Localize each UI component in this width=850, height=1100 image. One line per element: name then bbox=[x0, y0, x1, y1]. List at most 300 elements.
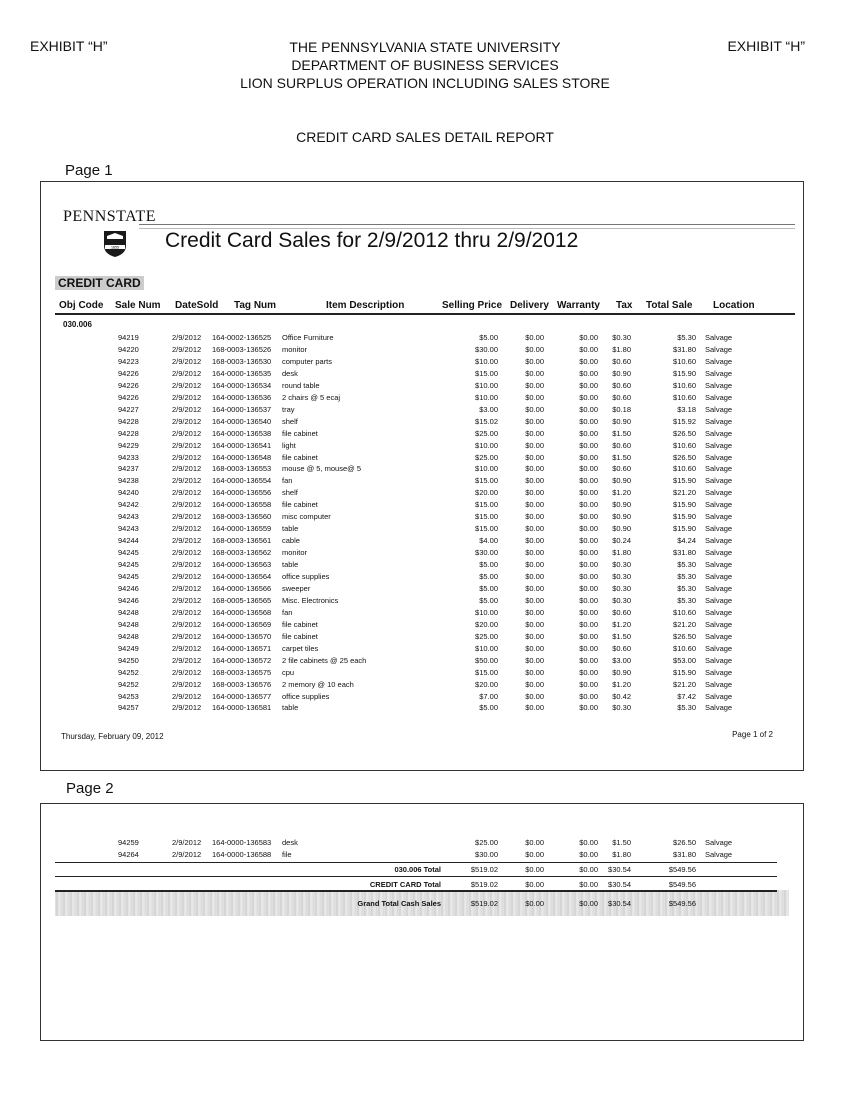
cell-tax: $0.30 bbox=[612, 333, 631, 342]
cell-tax: $1.50 bbox=[612, 631, 631, 641]
cell-tag-num: 168-0003-136561 bbox=[212, 536, 272, 546]
cell-item-description: table bbox=[282, 524, 299, 534]
cell-selling-price: $5.00 bbox=[479, 583, 498, 593]
cell-date-sold: 2/9/2012 bbox=[172, 536, 202, 546]
table-row bbox=[41, 632, 803, 644]
cell-tax: $0.60 bbox=[612, 607, 631, 617]
table-row bbox=[41, 405, 803, 417]
total-selling-price: $519.02 bbox=[470, 899, 498, 908]
university-name: THE PENNSYLVANIA STATE UNIVERSITY bbox=[289, 39, 561, 55]
col-date-sold: DateSold bbox=[175, 300, 219, 311]
cell-delivery: $0.00 bbox=[525, 572, 544, 581]
obj-code-total-row bbox=[41, 865, 803, 877]
cell-warranty: $0.00 bbox=[579, 850, 598, 859]
table-row bbox=[41, 644, 803, 656]
cell-item-description: table bbox=[282, 703, 299, 713]
cell-tax: $1.50 bbox=[612, 428, 631, 438]
cell-item-description: Office Furniture bbox=[282, 333, 334, 342]
cell-sale-num: 94243 bbox=[118, 524, 139, 534]
cell-item-description: file cabinet bbox=[282, 500, 318, 510]
subtotal-rule bbox=[55, 862, 777, 863]
cell-date-sold: 2/9/2012 bbox=[172, 333, 202, 342]
cell-total-sale: $5.30 bbox=[677, 595, 696, 605]
cell-total-sale: $10.60 bbox=[673, 392, 696, 402]
cell-total-sale: $7.42 bbox=[677, 691, 696, 701]
cell-item-description: cable bbox=[282, 536, 300, 546]
cell-date-sold: 2/9/2012 bbox=[172, 416, 202, 426]
cell-sale-num: 94220 bbox=[118, 344, 139, 354]
cell-location: Salvage bbox=[705, 452, 733, 462]
cell-selling-price: $20.00 bbox=[475, 679, 498, 689]
cell-tax: $0.42 bbox=[612, 691, 631, 701]
cell-warranty: $0.00 bbox=[579, 440, 598, 450]
cell-item-description: computer parts bbox=[282, 356, 333, 366]
page2-label: Page 2 bbox=[66, 780, 114, 797]
cell-warranty: $0.00 bbox=[579, 512, 598, 522]
cell-tag-num: 168-0003-136576 bbox=[212, 679, 272, 689]
cell-date-sold: 2/9/2012 bbox=[172, 619, 202, 629]
table-row bbox=[41, 536, 803, 548]
table-row bbox=[41, 345, 803, 357]
cell-date-sold: 2/9/2012 bbox=[172, 595, 202, 605]
cell-item-description: cpu bbox=[282, 667, 295, 677]
cell-tag-num: 168-0003-136560 bbox=[212, 512, 272, 522]
cell-tax: $0.24 bbox=[612, 536, 631, 546]
table-row bbox=[41, 692, 803, 704]
cell-warranty: $0.00 bbox=[579, 572, 598, 581]
total-sale-sum: $549.56 bbox=[668, 899, 696, 908]
cell-delivery: $0.00 bbox=[525, 691, 544, 701]
cell-delivery: $0.00 bbox=[525, 548, 544, 558]
cell-selling-price: $5.00 bbox=[479, 595, 498, 605]
cell-sale-num: 94243 bbox=[118, 512, 139, 522]
exhibit-label-left: EXHIBIT “H” bbox=[30, 38, 108, 54]
cell-warranty: $0.00 bbox=[579, 667, 598, 677]
cell-delivery: $0.00 bbox=[525, 333, 544, 342]
table-row bbox=[41, 596, 803, 608]
cell-tag-num: 164-0000-136538 bbox=[212, 428, 272, 438]
cell-total-sale: $10.60 bbox=[673, 380, 696, 390]
cell-sale-num: 94226 bbox=[118, 368, 139, 378]
cell-warranty: $0.00 bbox=[579, 344, 598, 354]
cell-tax: $0.90 bbox=[612, 416, 631, 426]
total-tax: $30.54 bbox=[608, 865, 631, 874]
total-tax: $30.54 bbox=[608, 899, 631, 908]
table-row bbox=[41, 488, 803, 500]
cell-sale-num: 94245 bbox=[118, 548, 139, 558]
cell-date-sold: 2/9/2012 bbox=[172, 404, 202, 414]
cell-total-sale: $26.50 bbox=[673, 452, 696, 462]
cell-date-sold: 2/9/2012 bbox=[172, 607, 202, 617]
cell-tax: $0.60 bbox=[612, 356, 631, 366]
cell-item-description: file cabinet bbox=[282, 428, 318, 438]
cell-tag-num: 164-0000-136540 bbox=[212, 416, 272, 426]
cell-item-description: sweeper bbox=[282, 583, 311, 593]
cell-warranty: $0.00 bbox=[579, 548, 598, 558]
cell-location: Salvage bbox=[705, 679, 733, 689]
table-row bbox=[41, 500, 803, 512]
obj-code-group: 030.006 bbox=[63, 320, 92, 329]
page1-frame bbox=[40, 181, 804, 771]
cell-tax: $0.30 bbox=[612, 572, 631, 581]
cell-tag-num: 164-0000-136558 bbox=[212, 500, 272, 510]
table-row bbox=[41, 476, 803, 488]
table-row bbox=[41, 369, 803, 381]
table-row bbox=[41, 429, 803, 441]
cell-sale-num: 94246 bbox=[118, 595, 139, 605]
cell-delivery: $0.00 bbox=[525, 476, 544, 486]
cell-tag-num: 164-0000-136535 bbox=[212, 368, 272, 378]
cell-total-sale: $31.80 bbox=[673, 548, 696, 558]
cell-date-sold: 2/9/2012 bbox=[172, 560, 202, 570]
cell-total-sale: $15.92 bbox=[673, 416, 696, 426]
cell-item-description: misc computer bbox=[282, 512, 331, 522]
cell-date-sold: 2/9/2012 bbox=[172, 512, 202, 522]
cell-item-description: fan bbox=[282, 607, 293, 617]
cell-tag-num: 164-0000-136583 bbox=[212, 838, 272, 847]
table-row bbox=[41, 850, 803, 862]
cell-selling-price: $50.00 bbox=[475, 655, 498, 665]
footer-page-number: Page 1 of 2 bbox=[732, 730, 773, 739]
cell-tag-num: 168-0003-136526 bbox=[212, 344, 272, 354]
cell-selling-price: $30.00 bbox=[475, 850, 498, 859]
cell-warranty: $0.00 bbox=[579, 392, 598, 402]
cell-total-sale: $5.30 bbox=[677, 572, 696, 581]
total-delivery: $0.00 bbox=[525, 865, 544, 874]
cell-location: Salvage bbox=[705, 416, 733, 426]
header-rule bbox=[139, 224, 795, 225]
cell-sale-num: 94240 bbox=[118, 488, 139, 498]
table-row bbox=[41, 417, 803, 429]
cell-warranty: $0.00 bbox=[579, 452, 598, 462]
cell-total-sale: $21.20 bbox=[673, 679, 696, 689]
cell-location: Salvage bbox=[705, 691, 733, 701]
cell-sale-num: 94219 bbox=[118, 333, 139, 342]
col-total-sale: Total Sale bbox=[646, 300, 693, 311]
table-row bbox=[41, 548, 803, 560]
col-location: Location bbox=[713, 300, 755, 311]
cell-delivery: $0.00 bbox=[525, 667, 544, 677]
cell-selling-price: $5.00 bbox=[479, 572, 498, 581]
cell-sale-num: 94228 bbox=[118, 428, 139, 438]
cell-sale-num: 94248 bbox=[118, 619, 139, 629]
cell-tag-num: 164-0000-136536 bbox=[212, 392, 272, 402]
pennstate-logo: PENNSTATE bbox=[63, 208, 156, 225]
cell-delivery: $0.00 bbox=[525, 619, 544, 629]
cell-tag-num: 164-0000-136563 bbox=[212, 560, 272, 570]
cell-total-sale: $15.90 bbox=[673, 368, 696, 378]
total-label: 030.006 Total bbox=[394, 865, 441, 874]
document-header bbox=[0, 38, 850, 92]
exhibit-label-right: EXHIBIT “H” bbox=[727, 38, 805, 54]
cell-date-sold: 2/9/2012 bbox=[172, 464, 202, 474]
cell-total-sale: $15.90 bbox=[673, 500, 696, 510]
table-row bbox=[41, 441, 803, 453]
cell-item-description: desk bbox=[282, 368, 298, 378]
cell-warranty: $0.00 bbox=[579, 428, 598, 438]
col-delivery: Delivery bbox=[510, 300, 549, 311]
cell-total-sale: $31.80 bbox=[673, 850, 696, 859]
table-row bbox=[41, 453, 803, 465]
cell-total-sale: $31.80 bbox=[673, 344, 696, 354]
cell-item-description: round table bbox=[282, 380, 320, 390]
cell-tax: $1.50 bbox=[612, 452, 631, 462]
cell-delivery: $0.00 bbox=[525, 583, 544, 593]
cell-location: Salvage bbox=[705, 655, 733, 665]
cell-delivery: $0.00 bbox=[525, 679, 544, 689]
cell-item-description: monitor bbox=[282, 344, 308, 354]
cell-selling-price: $5.00 bbox=[479, 560, 498, 570]
col-warranty: Warranty bbox=[557, 300, 600, 311]
cell-location: Salvage bbox=[705, 380, 733, 390]
cell-date-sold: 2/9/2012 bbox=[172, 850, 202, 859]
report-title: CREDIT CARD SALES DETAIL REPORT bbox=[296, 129, 554, 145]
cell-total-sale: $5.30 bbox=[677, 333, 696, 342]
section-label: CREDIT CARD bbox=[55, 276, 144, 290]
table-row bbox=[41, 393, 803, 405]
cell-selling-price: $10.00 bbox=[475, 643, 498, 653]
cell-location: Salvage bbox=[705, 703, 733, 713]
cell-item-description: office supplies bbox=[282, 572, 330, 581]
total-selling-price: $519.02 bbox=[470, 880, 498, 889]
cell-date-sold: 2/9/2012 bbox=[172, 631, 202, 641]
cell-sale-num: 94245 bbox=[118, 572, 139, 581]
cell-sale-num: 94228 bbox=[118, 416, 139, 426]
report-heading: Credit Card Sales for 2/9/2012 thru 2/9/2012 bbox=[165, 229, 579, 252]
cell-delivery: $0.00 bbox=[525, 416, 544, 426]
cell-warranty: $0.00 bbox=[579, 631, 598, 641]
cell-warranty: $0.00 bbox=[579, 404, 598, 414]
table-row bbox=[41, 608, 803, 620]
cell-selling-price: $20.00 bbox=[475, 488, 498, 498]
cell-item-description: desk bbox=[282, 838, 298, 847]
cell-delivery: $0.00 bbox=[525, 344, 544, 354]
cell-delivery: $0.00 bbox=[525, 838, 544, 847]
cell-item-description: office supplies bbox=[282, 691, 330, 701]
cell-tax: $1.20 bbox=[612, 488, 631, 498]
table-row bbox=[41, 464, 803, 476]
cell-date-sold: 2/9/2012 bbox=[172, 572, 202, 581]
cell-date-sold: 2/9/2012 bbox=[172, 344, 202, 354]
cell-selling-price: $15.00 bbox=[475, 512, 498, 522]
cell-delivery: $0.00 bbox=[525, 607, 544, 617]
cell-delivery: $0.00 bbox=[525, 488, 544, 498]
cell-delivery: $0.00 bbox=[525, 392, 544, 402]
cell-tax: $1.80 bbox=[612, 548, 631, 558]
cell-warranty: $0.00 bbox=[579, 416, 598, 426]
cell-tax: $0.90 bbox=[612, 512, 631, 522]
cell-item-description: 2 file cabinets @ 25 each bbox=[282, 655, 367, 665]
col-item-description: Item Description bbox=[326, 300, 405, 311]
col-sale-num: Sale Num bbox=[115, 300, 161, 311]
page2-frame bbox=[40, 803, 804, 1041]
cell-tax: $0.60 bbox=[612, 464, 631, 474]
col-tax: Tax bbox=[616, 300, 633, 311]
cell-date-sold: 2/9/2012 bbox=[172, 500, 202, 510]
table-row bbox=[41, 703, 803, 715]
cell-sale-num: 94250 bbox=[118, 655, 139, 665]
cell-total-sale: $5.30 bbox=[677, 703, 696, 713]
cell-delivery: $0.00 bbox=[525, 655, 544, 665]
total-sale-sum: $549.56 bbox=[668, 865, 696, 874]
footer-date: Thursday, February 09, 2012 bbox=[61, 732, 164, 741]
cell-tax: $3.00 bbox=[612, 655, 631, 665]
cell-selling-price: $20.00 bbox=[475, 619, 498, 629]
table-row bbox=[41, 838, 803, 850]
cell-item-description: 2 chairs @ 5 ecaj bbox=[282, 392, 341, 402]
cell-total-sale: $15.90 bbox=[673, 524, 696, 534]
total-delivery: $0.00 bbox=[525, 899, 544, 908]
cell-selling-price: $10.00 bbox=[475, 440, 498, 450]
cell-tag-num: 164-0002-136525 bbox=[212, 333, 272, 342]
total-selling-price: $519.02 bbox=[470, 865, 498, 874]
cell-warranty: $0.00 bbox=[579, 679, 598, 689]
cell-tag-num: 164-0000-136570 bbox=[212, 631, 272, 641]
cell-location: Salvage bbox=[705, 572, 733, 581]
cell-location: Salvage bbox=[705, 333, 733, 342]
shield-year: 1855 bbox=[111, 245, 119, 250]
cell-warranty: $0.00 bbox=[579, 488, 598, 498]
cell-location: Salvage bbox=[705, 667, 733, 677]
cell-selling-price: $15.00 bbox=[475, 667, 498, 677]
table-row bbox=[41, 656, 803, 668]
cell-warranty: $0.00 bbox=[579, 595, 598, 605]
cell-warranty: $0.00 bbox=[579, 524, 598, 534]
cell-location: Salvage bbox=[705, 583, 733, 593]
cell-total-sale: $10.60 bbox=[673, 356, 696, 366]
cell-tax: $0.60 bbox=[612, 440, 631, 450]
cell-date-sold: 2/9/2012 bbox=[172, 667, 202, 677]
cell-location: Salvage bbox=[705, 607, 733, 617]
cell-selling-price: $15.00 bbox=[475, 524, 498, 534]
cell-warranty: $0.00 bbox=[579, 368, 598, 378]
cell-warranty: $0.00 bbox=[579, 655, 598, 665]
table-row bbox=[41, 584, 803, 596]
cell-selling-price: $10.00 bbox=[475, 607, 498, 617]
cell-location: Salvage bbox=[705, 631, 733, 641]
cell-tag-num: 164-0000-136537 bbox=[212, 404, 272, 414]
cell-location: Salvage bbox=[705, 464, 733, 474]
cell-date-sold: 2/9/2012 bbox=[172, 679, 202, 689]
cell-total-sale: $15.90 bbox=[673, 512, 696, 522]
cell-selling-price: $10.00 bbox=[475, 464, 498, 474]
column-header-rule bbox=[55, 313, 795, 315]
cell-location: Salvage bbox=[705, 536, 733, 546]
cell-tag-num: 164-0000-136541 bbox=[212, 440, 272, 450]
cell-item-description: light bbox=[282, 440, 296, 450]
cell-item-description: 2 memory @ 10 each bbox=[282, 679, 354, 689]
cell-sale-num: 94242 bbox=[118, 500, 139, 510]
cell-warranty: $0.00 bbox=[579, 619, 598, 629]
cell-location: Salvage bbox=[705, 476, 733, 486]
cell-sale-num: 94252 bbox=[118, 667, 139, 677]
cell-date-sold: 2/9/2012 bbox=[172, 691, 202, 701]
cell-tax: $0.30 bbox=[612, 703, 631, 713]
cell-location: Salvage bbox=[705, 488, 733, 498]
total-tax: $30.54 bbox=[608, 880, 631, 889]
cell-total-sale: $4.24 bbox=[677, 536, 696, 546]
cell-sale-num: 94223 bbox=[118, 356, 139, 366]
cell-date-sold: 2/9/2012 bbox=[172, 488, 202, 498]
cell-tax: $1.50 bbox=[612, 838, 631, 847]
cell-sale-num: 94246 bbox=[118, 583, 139, 593]
cell-selling-price: $7.00 bbox=[479, 691, 498, 701]
cell-warranty: $0.00 bbox=[579, 607, 598, 617]
cell-warranty: $0.00 bbox=[579, 476, 598, 486]
cell-tax: $1.80 bbox=[612, 850, 631, 859]
cell-selling-price: $10.00 bbox=[475, 392, 498, 402]
cell-warranty: $0.00 bbox=[579, 691, 598, 701]
cell-delivery: $0.00 bbox=[525, 560, 544, 570]
table-row bbox=[41, 333, 803, 345]
total-delivery: $0.00 bbox=[525, 880, 544, 889]
cell-tax: $0.90 bbox=[612, 368, 631, 378]
cell-item-description: Misc. Electronics bbox=[282, 595, 339, 605]
cell-warranty: $0.00 bbox=[579, 560, 598, 570]
cell-location: Salvage bbox=[705, 548, 733, 558]
cell-date-sold: 2/9/2012 bbox=[172, 643, 202, 653]
cell-tax: $0.30 bbox=[612, 595, 631, 605]
cell-location: Salvage bbox=[705, 344, 733, 354]
cell-item-description: file cabinet bbox=[282, 452, 318, 462]
cell-delivery: $0.00 bbox=[525, 500, 544, 510]
cell-location: Salvage bbox=[705, 392, 733, 402]
cell-warranty: $0.00 bbox=[579, 464, 598, 474]
cell-total-sale: $10.60 bbox=[673, 440, 696, 450]
cell-total-sale: $21.20 bbox=[673, 488, 696, 498]
cell-tax: $0.60 bbox=[612, 392, 631, 402]
cell-selling-price: $10.00 bbox=[475, 380, 498, 390]
cell-total-sale: $10.60 bbox=[673, 464, 696, 474]
cell-item-description: shelf bbox=[282, 488, 298, 498]
credit-card-total-row bbox=[41, 880, 803, 892]
cell-date-sold: 2/9/2012 bbox=[172, 368, 202, 378]
cell-tag-num: 164-0000-136564 bbox=[212, 572, 272, 581]
cell-delivery: $0.00 bbox=[525, 464, 544, 474]
cell-delivery: $0.00 bbox=[525, 380, 544, 390]
cell-sale-num: 94249 bbox=[118, 643, 139, 653]
cell-selling-price: $25.00 bbox=[475, 428, 498, 438]
cell-location: Salvage bbox=[705, 643, 733, 653]
cell-sale-num: 94244 bbox=[118, 536, 139, 546]
total-sale-sum: $549.56 bbox=[668, 880, 696, 889]
cell-sale-num: 94257 bbox=[118, 703, 139, 713]
cell-tax: $0.30 bbox=[612, 583, 631, 593]
cell-tax: $0.90 bbox=[612, 524, 631, 534]
cell-delivery: $0.00 bbox=[525, 631, 544, 641]
cell-selling-price: $3.00 bbox=[479, 404, 498, 414]
cell-tag-num: 168-0005-136565 bbox=[212, 595, 272, 605]
cell-location: Salvage bbox=[705, 368, 733, 378]
cell-item-description: carpet tiles bbox=[282, 643, 319, 653]
cell-tax: $0.30 bbox=[612, 560, 631, 570]
cell-warranty: $0.00 bbox=[579, 333, 598, 342]
cell-item-description: file cabinet bbox=[282, 631, 318, 641]
cell-tag-num: 164-0000-136581 bbox=[212, 703, 272, 713]
department-name: DEPARTMENT OF BUSINESS SERVICES bbox=[291, 57, 559, 73]
cell-sale-num: 94226 bbox=[118, 392, 139, 402]
cell-item-description: file cabinet bbox=[282, 619, 318, 629]
cell-location: Salvage bbox=[705, 619, 733, 629]
cell-location: Salvage bbox=[705, 524, 733, 534]
cell-sale-num: 94238 bbox=[118, 476, 139, 486]
cell-item-description: mouse @ 5, mouse@ 5 bbox=[282, 464, 362, 474]
cell-item-description: fan bbox=[282, 476, 293, 486]
cell-sale-num: 94248 bbox=[118, 631, 139, 641]
cell-selling-price: $15.00 bbox=[475, 476, 498, 486]
col-tag-num: Tag Num bbox=[234, 300, 277, 311]
cell-date-sold: 2/9/2012 bbox=[172, 838, 202, 847]
